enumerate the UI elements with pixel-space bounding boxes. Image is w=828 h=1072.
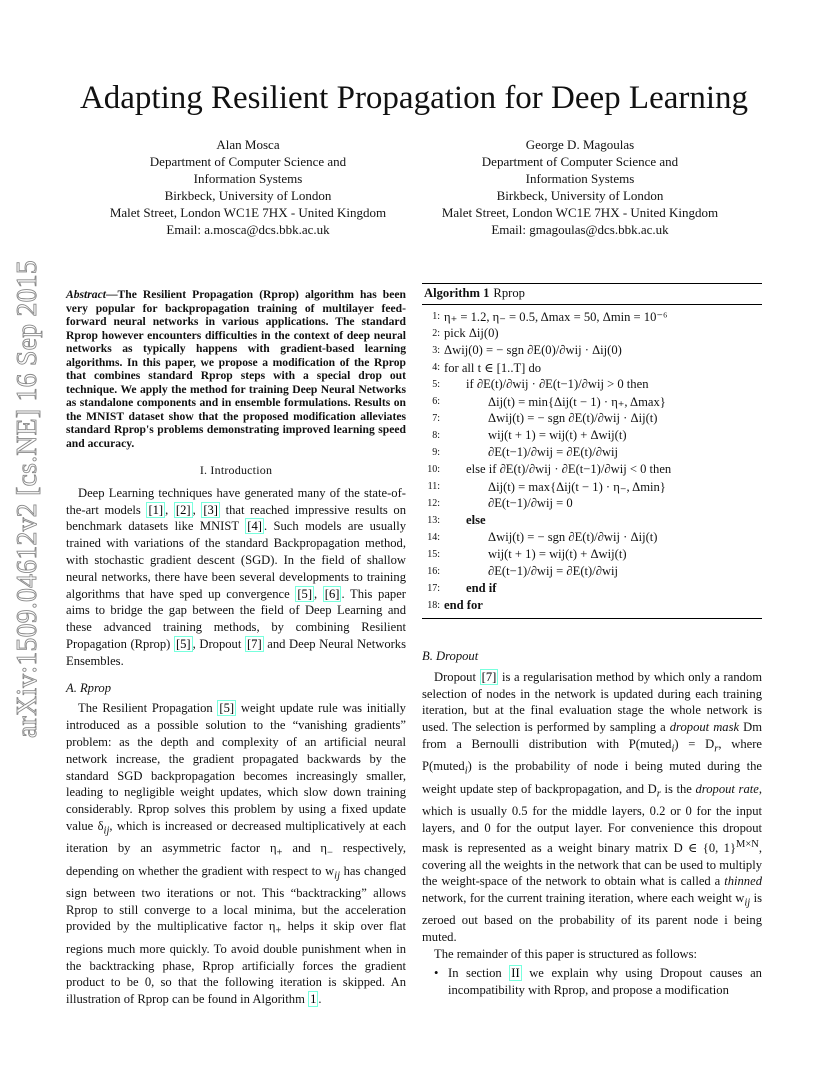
line-number: 10: xyxy=(427,464,440,475)
algorithm-code: else if ∂E(t)/∂wij · ∂E(t−1)/∂wij < 0 then xyxy=(466,462,672,476)
list-item: • In section II we explain why using Dropout causes an incompatibility with Rprop, and propose a modification xyxy=(422,965,762,999)
author-address: Malet Street, London WC1E 7HX - United Kingdom xyxy=(109,205,387,220)
algorithm-caption xyxy=(422,284,762,305)
algorithm-code: ∂E(t−1)/∂wij = ∂E(t)/∂wij xyxy=(488,445,619,459)
line-number: 18: xyxy=(427,600,440,611)
author-name: George D. Magoulas xyxy=(525,137,635,152)
line-number: 5: xyxy=(432,379,440,390)
algorithm-line xyxy=(422,393,762,410)
author-name: Alan Mosca xyxy=(216,137,280,152)
author-address: Malet Street, London WC1E 7HX - United Kingdom xyxy=(441,205,719,220)
line-number: 11: xyxy=(427,481,440,492)
algorithm-line xyxy=(422,444,762,461)
author-dept: Information Systems xyxy=(525,171,635,186)
author-univ: Birkbeck, University of London xyxy=(496,188,664,203)
citation-link[interactable]: [4] xyxy=(247,519,262,534)
algorithm-code: for all t ∈ [1..T] do xyxy=(444,360,542,375)
line-number: 7: xyxy=(432,413,440,424)
section-heading-introduction: I. Introduction xyxy=(199,463,273,477)
algorithm-link[interactable]: 1 xyxy=(310,992,317,1007)
algorithm-line xyxy=(422,359,762,376)
algorithm-line xyxy=(422,461,762,478)
algorithm-label: Algorithm 1 xyxy=(424,286,490,300)
line-number: 12: xyxy=(427,498,440,509)
algorithm-line xyxy=(422,512,762,529)
subsection-heading-rprop: A. Rprop xyxy=(66,680,112,695)
algorithm-code: Δwij(0) = − sgn ∂E(0)/∂wij · Δij(0) xyxy=(444,343,622,357)
author-email[interactable]: Email: a.mosca@dcs.bbk.ac.uk xyxy=(166,222,330,237)
abstract xyxy=(66,288,406,450)
citation-link[interactable]: [7] xyxy=(246,636,262,651)
algorithm-box xyxy=(422,283,762,619)
line-number: 8: xyxy=(432,430,440,441)
paper-title: Adapting Resilient Propagation for Deep Learning xyxy=(79,80,749,116)
line-number: 16: xyxy=(427,566,440,577)
algorithm-code: Δij(t) = min{Δij(t − 1) · η₊, Δmax} xyxy=(488,394,666,409)
algorithm-line xyxy=(422,410,762,427)
citation-link[interactable]: [5] xyxy=(219,701,235,716)
algorithm-line xyxy=(422,427,762,444)
algorithm-code: else xyxy=(466,513,486,527)
algorithm-code: η₊ = 1.2, η₋ = 0.5, Δmax = 50, Δmin = 10⁻⁶ xyxy=(444,309,668,324)
algorithm-line xyxy=(422,308,762,325)
author-dept: Department of Computer Science and xyxy=(149,154,347,169)
line-number: 13: xyxy=(427,515,440,526)
arxiv-watermark xyxy=(4,258,44,738)
arxiv-id: arXiv:1509.04612v2 [cs.NE] 16 Sep 2015 xyxy=(12,258,43,738)
algorithm-line xyxy=(422,563,762,580)
algorithm-code: end for xyxy=(444,598,483,612)
algorithm-code: end if xyxy=(466,581,497,595)
line-number: 1: xyxy=(432,311,440,322)
citation-link[interactable]: [6] xyxy=(324,586,340,601)
algorithm-line xyxy=(422,495,762,512)
line-number: 9: xyxy=(432,447,440,458)
line-number: 6: xyxy=(432,396,440,407)
citation-link[interactable]: [2] xyxy=(175,502,191,517)
algorithm-line xyxy=(422,529,762,546)
right-column xyxy=(422,648,762,998)
algorithm-line xyxy=(422,325,762,342)
algorithm-line xyxy=(422,597,762,614)
algorithm-name: Rprop xyxy=(493,286,525,300)
author-dept: Information Systems xyxy=(193,171,303,186)
line-number: 3: xyxy=(432,345,440,356)
algorithm-code: if ∂E(t)/∂wij · ∂E(t−1)/∂wij > 0 then xyxy=(466,377,649,391)
algorithm-code: pick Δij(0) xyxy=(444,326,499,340)
author-email[interactable]: Email: gmagoulas@dcs.bbk.ac.uk xyxy=(491,222,669,237)
line-number: 2: xyxy=(432,328,440,339)
intro-paragraph: Deep Learning techniques have generated many of the state-of-the-art models [1] , [2] , [3] that reached impressive results on benchmark datasets like MNIST [4] . Such models are usually trained with variations of the standard Backpropagation method, with stochastic gradient descent (SGD). In the field of shallow neural networks, there have been several developments to training algorithms that have sped up convergence [5] , [6] . This paper aims to bridge the gap between the field of Deep Learning and these advanced training methods, by combining Resilient Propagation (Rprop) [5] , Dropout [7] and Deep Neural Networks Ensembles. xyxy=(66,485,407,668)
algorithm-code: Δwij(t) = − sgn ∂E(t)/∂wij · Δij(t) xyxy=(488,411,658,425)
dropout-paragraph: Dropout [7] is a regularisation method by which only a random selection of nodes in the network is updated during each training iteration, but at the final evaluation stage the whole network is used. The selection is performed by sampling a dropout mask Dm from a Bernoulli distribution with P(muted$_i$) = $D_r$, where P(muted$_i$) is the probability of node i being muted during the weight update step of backpropagation, and $D_r$ is the dropout rate, which is usually 0.5 for the middle layers, 0.2 or 0 for the input layers, and 0 for the output layer. For convenience this dropout mask is represented as a weight binary matrix D ∈ {0, 1}$^{M\times N}$, covering all the weights in the network that can be used to multiply the weight-space of the network to obtain what is called a thinned network, for the current training iteration, where each weight $w_{ij}$ is zeroed out based on the probability of its parent node i being muted. xyxy=(422,669,763,945)
algorithm-line xyxy=(422,376,762,393)
author-block-1 xyxy=(88,136,408,238)
citation-link[interactable]: [3] xyxy=(203,502,218,517)
left-column xyxy=(66,288,406,1008)
rprop-paragraph: The Resilient Propagation [5] weight update rule was initially introduced as a possible solution to the “vanishing gradients” problem: as the depth and complexity of an artificial neural network increase, the gradient propagated backwards by the standard SGD backpropagation becomes increasingly smaller, leading to negligible weight updates, which slow down training considerably. Rprop solves this problem by using a fixed update value $\delta_{ij}$, which is increased or decreased multiplicatively at each iteration by an asymmetric factor $\eta_+$ and $\eta_-$ respectively, depending on whether the gradient with respect to $w_{ij}$ has changed sign between two iterations or not. This “backtracking” allows Rprop to still converge to a local minima, but the acceleration provided by the multiplicative factor $\eta_+$ helps it skip over flat regions much more quickly. To avoid double punishment when in the backtracking phase, Rprop artificially forces the gradient product to be 0, so that the following iteration is skipped. An illustration of Rprop can be found in Algorithm 1 . xyxy=(66,701,407,1007)
abstract-label: Abstract xyxy=(66,288,106,301)
algorithm-line xyxy=(422,580,762,597)
line-number: 14: xyxy=(427,532,440,543)
section-link[interactable]: II xyxy=(511,965,520,980)
author-univ: Birkbeck, University of London xyxy=(164,188,332,203)
algorithm-code: Δwij(t) = − sgn ∂E(t)/∂wij · Δij(t) xyxy=(488,530,658,544)
author-dept: Department of Computer Science and xyxy=(481,154,679,169)
citation-link[interactable]: [5] xyxy=(297,586,313,601)
line-number: 15: xyxy=(427,549,440,560)
algorithm-code: Δij(t) = max{Δij(t − 1) · η₋, Δmin} xyxy=(488,479,666,494)
subsection-heading-dropout: B. Dropout xyxy=(422,649,479,663)
citation-link[interactable]: [7] xyxy=(481,669,497,684)
algorithm-line xyxy=(422,478,762,495)
line-number: 4: xyxy=(432,362,440,373)
algorithm-code: ∂E(t−1)/∂wij = ∂E(t)/∂wij xyxy=(488,564,619,578)
algorithm-line xyxy=(422,546,762,563)
structure-paragraph: The remainder of this paper is structured as follows: xyxy=(434,947,697,961)
algorithm-code: wij(t + 1) = wij(t) + Δwij(t) xyxy=(488,428,627,442)
algorithm-code: ∂E(t−1)/∂wij = 0 xyxy=(488,496,573,510)
author-block-2 xyxy=(420,136,740,238)
line-number: 17: xyxy=(427,583,440,594)
citation-link[interactable]: [5] xyxy=(175,636,191,651)
citation-link[interactable]: [1] xyxy=(148,502,164,517)
algorithm-code: wij(t + 1) = wij(t) + Δwij(t) xyxy=(488,547,627,561)
algorithm-line xyxy=(422,342,762,359)
abstract-text: —The Resilient Propagation (Rprop) algorithm has been very popular for backpropagation training of multilayer feed-forward neural networks in various applications. The standard Rprop however encounters difficulties in the context of deep neural networks as typically happens with gradient-based learning algorithms. In this paper, we propose a modification of the Rprop that combines standard Rprop steps with a special drop out technique. We apply the method for training Deep Neural Networks as standalone components and in ensemble formulations. Results on the MNIST dataset show that the proposed modification alleviates standard Rprop's problems demonstrating improved learning speed and accuracy. xyxy=(66,288,406,450)
